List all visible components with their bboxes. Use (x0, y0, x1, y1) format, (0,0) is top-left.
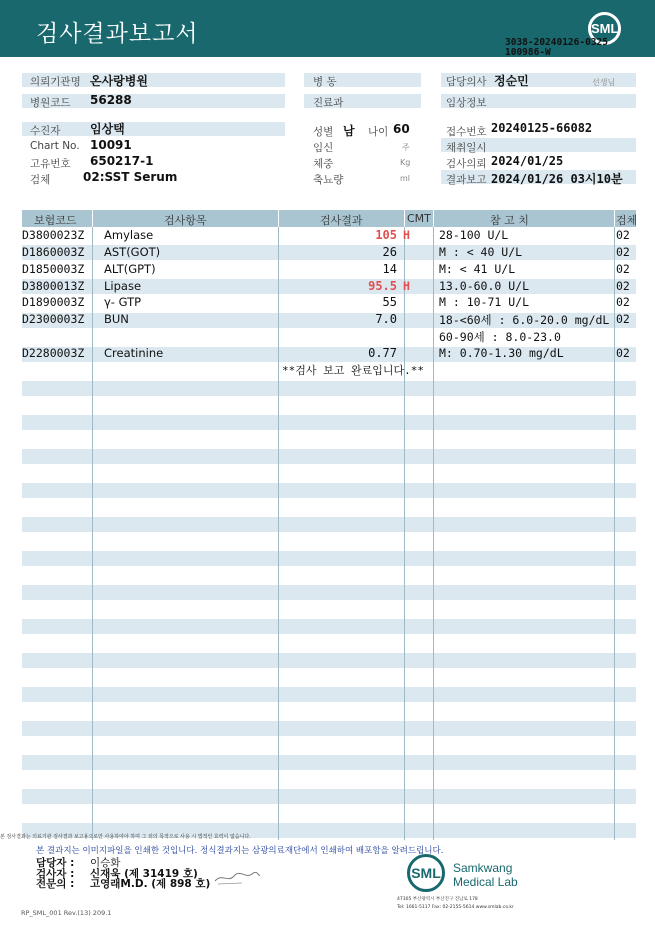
reporter-label: 담당자 : (36, 857, 75, 869)
row-code: D1850003Z (22, 262, 85, 276)
specialist-value: 고영래M.D. (제 898 호) (90, 878, 211, 890)
row-item: Amylase (104, 228, 154, 242)
sml-logo-icon: SML (588, 12, 621, 45)
row-specimen: 02 (616, 245, 630, 259)
table-stripe (22, 415, 636, 430)
col-divider (404, 227, 405, 840)
table-stripe (22, 721, 636, 736)
row-specimen: 02 (616, 262, 630, 276)
row-result: 95.5 (368, 279, 397, 293)
table-stripe (22, 551, 636, 566)
row-item: BUN (104, 312, 129, 326)
weight-unit: Kg (400, 158, 411, 167)
row-result: 105 (375, 228, 397, 242)
unique-value: 650217-1 (90, 154, 154, 168)
row-code: D3800013Z (22, 279, 85, 293)
hospital-value: 온사랑병원 (90, 74, 148, 88)
row-specimen: 02 (616, 228, 630, 242)
row-code: D1860003Z (22, 245, 85, 259)
specimen-value: 02:SST Serum (83, 170, 178, 184)
report-value: 2024/01/26 03시10분 (491, 172, 623, 186)
lab-contact: Tel: 1661-5117 Fax: 02-2155-5614 www.smlab.co.kr (397, 905, 514, 910)
document-id: 3038-20240126-0325 100986-W (505, 37, 608, 58)
dept-label: 진료과 (313, 97, 344, 109)
row-item: Lipase (104, 279, 142, 293)
row-result: 7.0 (375, 312, 397, 326)
sex-label: 성별 (313, 126, 334, 138)
tester-label: 검사자 : (36, 868, 75, 880)
th-item: 검사항목 (164, 214, 207, 227)
table-stripe (22, 687, 636, 702)
patient-value: 임상택 (90, 122, 125, 136)
urine-label: 축뇨량 (313, 174, 344, 186)
doctor-value: 정순민 (494, 74, 529, 88)
row-specimen: 02 (616, 279, 630, 293)
th-ref: 참 고 치 (490, 214, 529, 227)
doctor-suffix: 선생님 (592, 78, 616, 87)
tester-value: 신재욱 (제 31419 호) (90, 868, 198, 880)
row-ref: M: 0.70-1.30 mg/dL (439, 346, 564, 360)
specialist-label: 전문의 : (36, 878, 75, 890)
table-stripe (22, 585, 636, 600)
col-divider (614, 227, 615, 840)
specimen-label: 검체 (30, 174, 51, 186)
footer-disclaimer: 본 검사결과는 의료기관 검사결과 보고용으로만 사용하여야 하며 그 외의 목적으로 사용 시 법적인 효력이 없습니다. (0, 834, 251, 840)
table-stripe (22, 619, 636, 634)
row-result: 0.77 (368, 346, 397, 360)
row-result: 14 (382, 262, 397, 276)
chart-label: Chart No. (30, 140, 80, 152)
doctor-label: 담당의사 (446, 76, 487, 88)
row-specimen: 02 (616, 312, 630, 326)
row-ref-2: 60-90세 : 8.0-23.0 (439, 330, 561, 344)
ward-label: 병 동 (313, 76, 337, 88)
row-item: ALT(GPT) (104, 262, 156, 276)
row-specimen: 02 (616, 346, 630, 360)
report-label: 결과보고 (446, 174, 487, 186)
clinical-label: 임상정보 (446, 97, 487, 109)
row-specimen: 02 (616, 295, 630, 309)
pregnancy-unit: 주 (402, 143, 410, 152)
pregnancy-label: 임신 (313, 142, 334, 154)
row-item: AST(GOT) (104, 245, 161, 259)
row-code: D1890003Z (22, 295, 85, 309)
row-ref: 13.0-60.0 U/L (439, 279, 530, 293)
table-stripe (22, 483, 636, 498)
row-ref: M: < 41 U/L (439, 262, 516, 276)
hospital-code-value: 56288 (90, 93, 132, 107)
urine-unit: ml (400, 174, 411, 183)
hospital-code-label: 병원코드 (30, 97, 71, 109)
lab-name: Samkwang Medical Lab (453, 861, 518, 889)
reporter-value: 이승화 (90, 857, 121, 869)
request-label: 검사의뢰 (446, 158, 487, 170)
table-stripe (22, 517, 636, 532)
page-title: 검사결과보고서 (36, 21, 199, 47)
row-ref: 28-100 U/L (439, 228, 509, 242)
patient-label: 수진자 (30, 125, 61, 137)
table-stripe (22, 755, 636, 770)
row-ref: 18-<60세 : 6.0-20.0 mg/dL (439, 313, 610, 327)
revision-code: RP_SML_001 Rev.(13) 209.1 (21, 909, 112, 917)
request-value: 2024/01/25 (491, 154, 564, 168)
patient-row (22, 122, 285, 136)
collect-label: 채취일시 (446, 142, 487, 154)
chart-value: 10091 (90, 138, 132, 152)
row-flag: H (403, 279, 410, 293)
table-stripe (22, 449, 636, 464)
row-code: D3800023Z (22, 228, 85, 242)
hospital-label: 의뢰기관명 (30, 76, 81, 88)
age-label: 나이 (368, 126, 389, 138)
th-cmt: CMT (407, 212, 431, 225)
row-item: Creatinine (104, 346, 164, 360)
row-flag: H (403, 228, 410, 242)
row-code: D2300003Z (22, 312, 85, 326)
age-value: 60 (393, 122, 410, 136)
weight-label: 체중 (313, 158, 334, 170)
sml-lab-logo-icon: SML (407, 854, 445, 892)
row-ref: M : 10-71 U/L (439, 295, 530, 309)
table-stripe (22, 381, 636, 396)
footer-note: 본 결과지는 이미지파일을 인쇄한 것입니다. 정식결과지는 삼광의료재단에서 인쇄하여 배포함을 알려드립니다. (36, 846, 444, 856)
col-divider (92, 227, 93, 840)
th-result: 검사결과 (320, 214, 363, 227)
row-code: D2280003Z (22, 346, 85, 360)
row-item: γ- GTP (104, 295, 142, 309)
th-code: 보험코드 (34, 214, 77, 227)
receipt-label: 접수번호 (446, 126, 487, 138)
lab-address: 47305 부산광역시 부산진구 진남로 178 (397, 897, 478, 902)
th-specimen: 검체 (616, 214, 638, 227)
completion-message: **검사 보고 완료입니다.** (282, 364, 424, 377)
table-stripe (22, 789, 636, 804)
row-result: 55 (382, 295, 397, 309)
receipt-value: 20240125-66082 (491, 121, 593, 135)
row-result: 26 (382, 245, 397, 259)
table-stripe (22, 653, 636, 668)
sex-value: 남 (343, 124, 355, 138)
signature-icon (212, 867, 262, 887)
unique-label: 고유번호 (30, 158, 71, 170)
row-ref: M : < 40 U/L (439, 245, 523, 259)
col-divider (433, 227, 434, 840)
